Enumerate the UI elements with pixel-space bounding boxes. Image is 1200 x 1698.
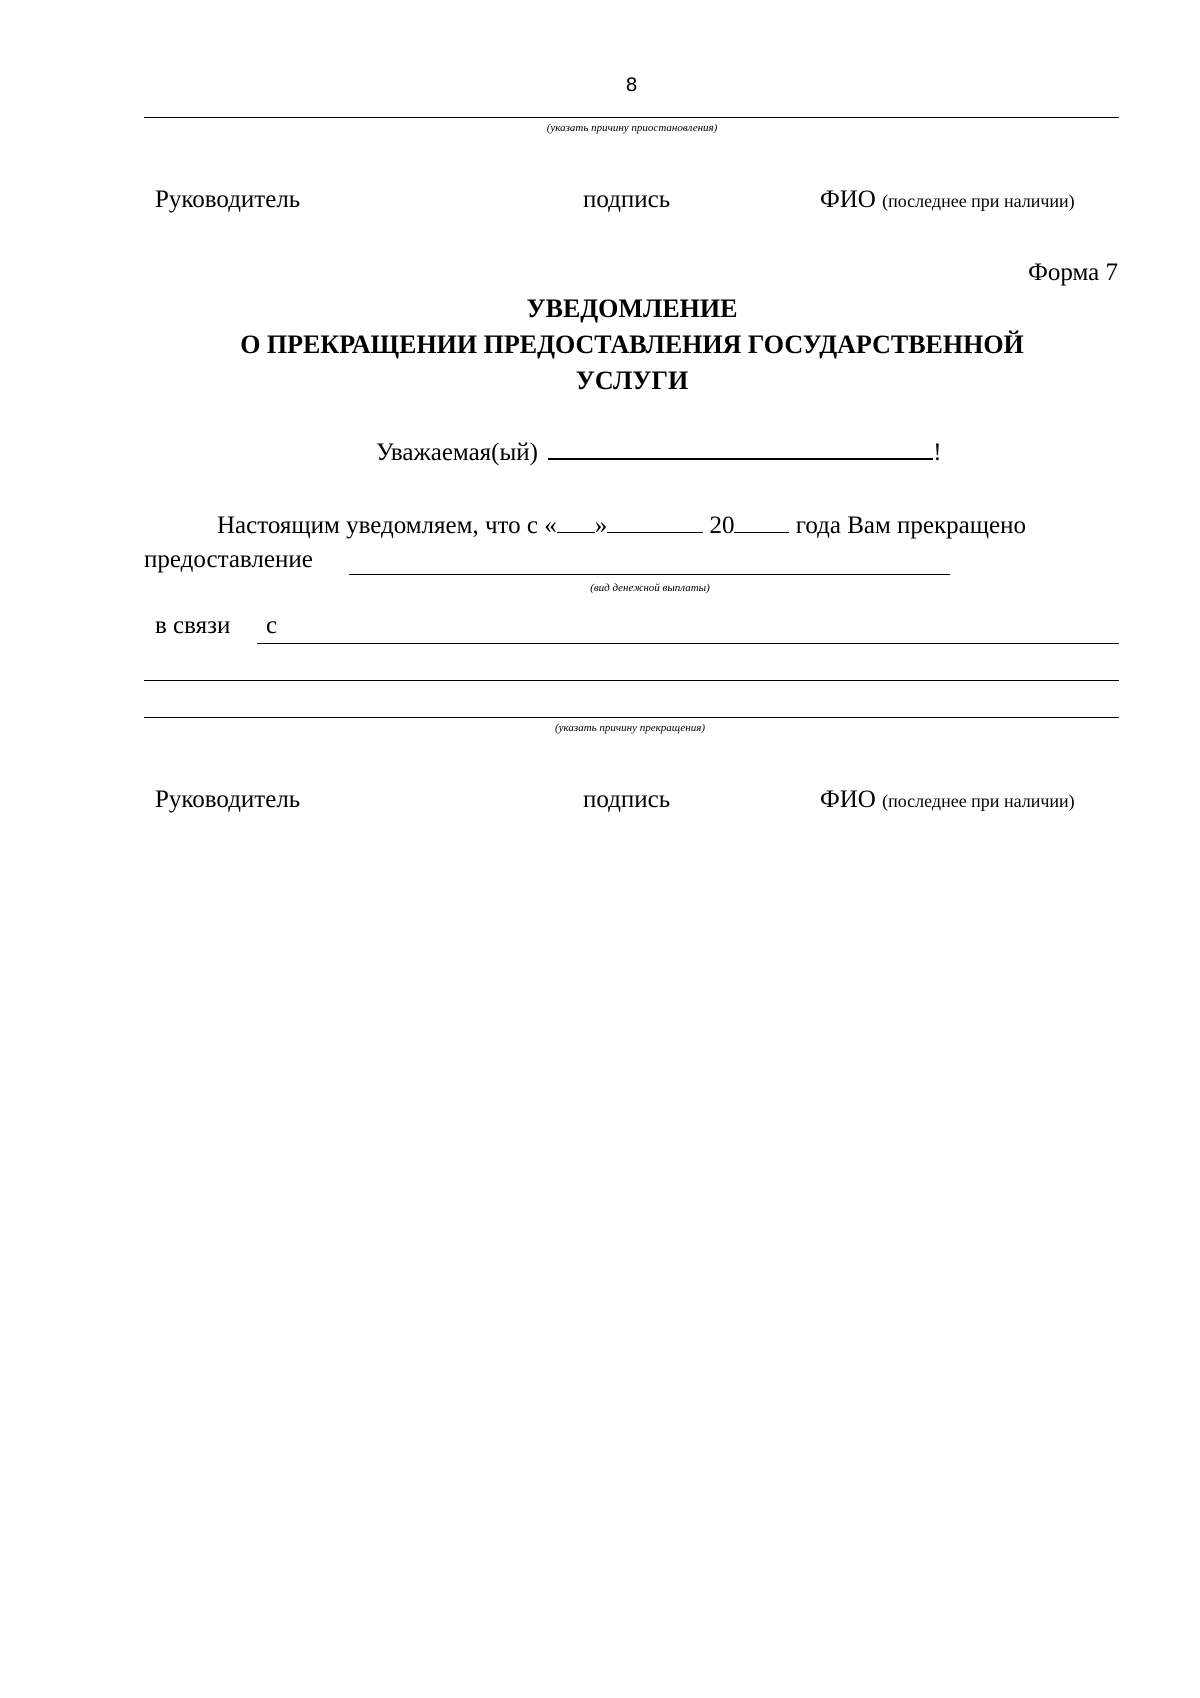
termination-reason-caption: (указать причину прекращения) xyxy=(555,722,705,734)
fio-note: (последнее при наличии) xyxy=(882,191,1075,211)
reason-line-3[interactable] xyxy=(144,717,1119,718)
notice-text-start: Настоящим уведомляем, что с « xyxy=(217,512,557,539)
page-number: 8 xyxy=(625,74,638,96)
title-line-3: УСЛУГИ xyxy=(575,366,689,395)
provision-label: предоставление xyxy=(144,546,313,573)
reason-label-part1: в связи xyxy=(155,612,231,639)
suspension-reason-line xyxy=(144,117,1119,118)
month-blank[interactable] xyxy=(607,510,703,533)
reason-label-c: с xyxy=(266,612,278,639)
year-blank[interactable] xyxy=(734,510,789,533)
greeting-line xyxy=(376,436,942,467)
recipient-name-blank[interactable] xyxy=(548,436,933,460)
reason-line-2[interactable] xyxy=(144,680,1119,681)
day-blank[interactable] xyxy=(557,510,595,533)
notice-line-2 xyxy=(144,546,313,574)
greeting-text: Уважаемая(ый) xyxy=(376,439,538,466)
signature-label-form7: подпись xyxy=(583,786,671,813)
notice-quote-close: » xyxy=(594,512,608,539)
fio-label xyxy=(820,186,1075,214)
head-label: Руководитель xyxy=(155,186,301,213)
title-line-2: О ПРЕКРАЩЕНИИ ПРЕДОСТАВЛЕНИЯ ГОСУДАРСТВЕННОЙ xyxy=(240,330,1024,359)
reason-line-1[interactable] xyxy=(257,643,1119,644)
suspension-reason-caption: (указать причину приостановления) xyxy=(546,122,718,134)
greeting-exclamation: ! xyxy=(933,439,942,466)
year-prefix: 20 xyxy=(709,512,735,539)
payment-type-caption: (вид денежной выплаты) xyxy=(590,582,710,594)
notice-line-1 xyxy=(217,510,1026,540)
notice-text-end: года Вам прекращено xyxy=(795,512,1026,539)
payment-type-blank[interactable] xyxy=(349,574,950,575)
fio-note-form7: (последнее при наличии) xyxy=(882,791,1075,811)
fio-text-form7: ФИО xyxy=(820,786,876,813)
fio-label-form7 xyxy=(820,786,1075,814)
head-label-form7: Руководитель xyxy=(155,786,301,813)
form-number: Форма 7 xyxy=(1028,259,1118,286)
title-line-1: УВЕДОМЛЕНИЕ xyxy=(526,294,738,323)
notice-title xyxy=(150,291,1114,399)
reason-label xyxy=(155,612,230,640)
fio-text: ФИО xyxy=(820,186,876,213)
signature-label: подпись xyxy=(583,186,671,213)
